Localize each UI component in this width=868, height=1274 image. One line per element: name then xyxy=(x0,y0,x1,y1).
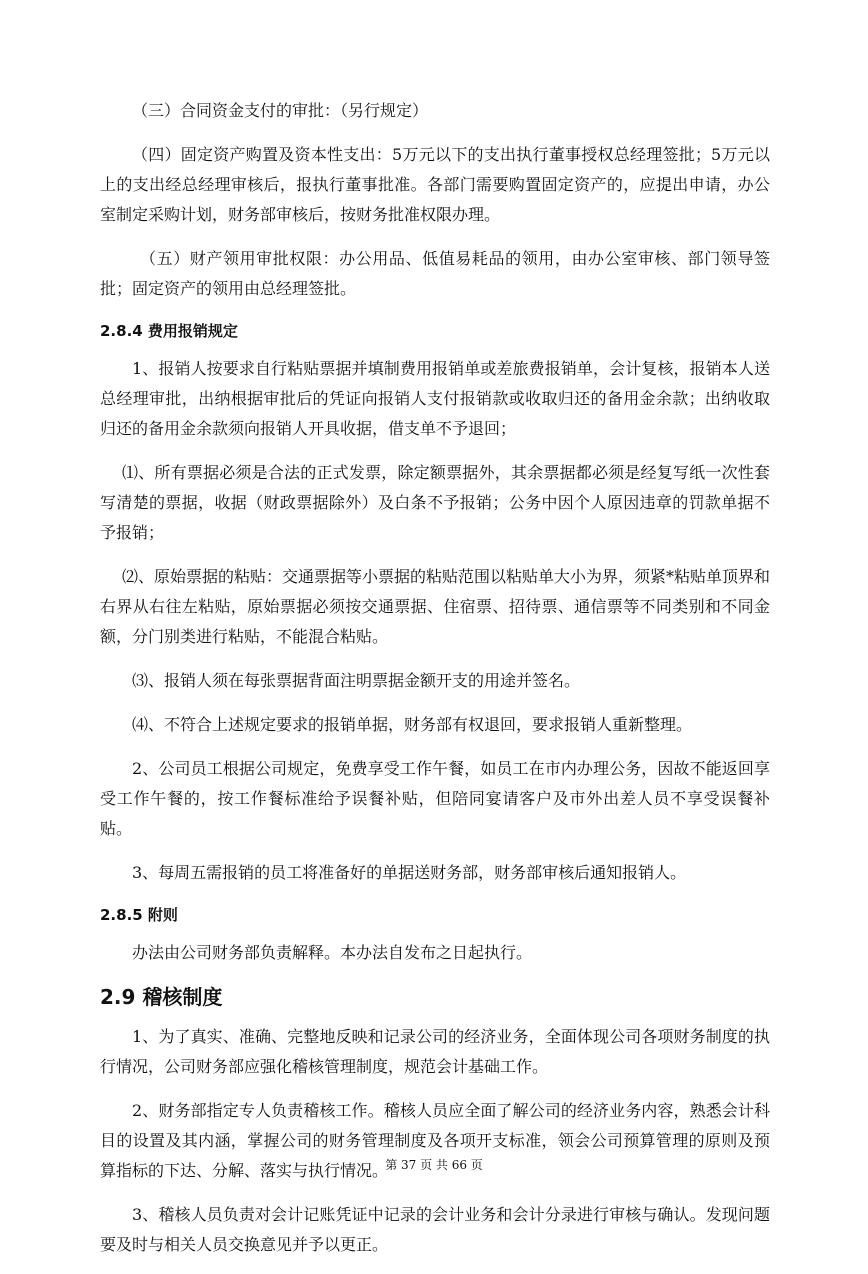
paragraph-reimburse-2: 2、公司员工根据公司规定，免费享受工作午餐，如员工在市内办理公务，因故不能返回享受工作午餐的，按工作餐标准给予误餐补贴，但陪同宴请客户及市外出差人员不享受误餐补贴。 xyxy=(100,759,770,838)
paragraph-reimburse-1-3: ⑶、报销人须在每张票据背面注明票据金额开支的用途并签名。 xyxy=(132,671,581,690)
paragraph-appendix: 办法由公司财务部负责解释。本办法自发布之日起执行。 xyxy=(132,943,533,962)
page-footer: 第 37 页 共 66 页 xyxy=(385,1158,483,1172)
paragraph-reimburse-3: 3、每周五需报销的员工将准备好的单据送财务部，财务部审核后通知报销人。 xyxy=(132,863,687,882)
paragraph-reimburse-1: 1、报销人按要求自行粘贴票据并填制费用报销单或差旅费报销单，会计复核，报销本人送总经理审批，出纳根据审批后的凭证向报销人支付报销款或收取归还的备用金余款；出纳收取归还的备用金余款须向报销人开具收据，借支单不予退回； xyxy=(100,359,770,438)
heading-2-9: 2.9 稽核制度 xyxy=(100,985,223,1009)
document-page xyxy=(100,96,770,1274)
paragraph-audit-3: 3、稽核人员负责对会计记账凭证中记录的会计业务和会计分录进行审核与确认。发现问题要及时与相关人员交换意见并予以更正。 xyxy=(100,1205,770,1254)
paragraph-fixed-assets: （四）固定资产购置及资本性支出：5万元以下的支出执行董事授权总经理签批；5万元以上的支出经总经理审核后，报执行董事批准。各部门需要购置固定资产的，应提出申请，办公室制定采购计划，财务部审核后，按财务批准权限办理。 xyxy=(100,145,770,224)
paragraph-property-use: （五）财产领用审批权限：办公用品、低值易耗品的领用，由办公室审核、部门领导签批；固定资产的领用由总经理签批。 xyxy=(100,249,770,298)
heading-2-8-5: 2.8.5 附则 xyxy=(100,906,178,924)
paragraph-reimburse-1-1: ⑴、所有票据必须是合法的正式发票，除定额票据外，其余票据都必须是经复写纸一次性套写清楚的票据，收据（财政票据除外）及白条不予报销；公务中因个人原因违章的罚款单据不予报销； xyxy=(100,463,770,542)
paragraph-audit-1: 1、为了真实、准确、完整地反映和记录公司的经济业务，全面体现公司各项财务制度的执行情况，公司财务部应强化稽核管理制度，规范会计基础工作。 xyxy=(100,1027,770,1076)
paragraph-contract-payment: （三）合同资金支付的审批：（另行规定） xyxy=(132,101,429,120)
paragraph-reimburse-1-2: ⑵、原始票据的粘贴：交通票据等小票据的粘贴范围以粘贴单大小为界，须紧*粘贴单顶界和右界从右往左粘贴，原始票据必须按交通票据、住宿票、招待票、通信票等不同类别和不同金额，分门别类进行粘贴，不能混合粘贴。 xyxy=(100,567,771,646)
paragraph-reimburse-1-4: ⑷、不符合上述规定要求的报销单据，财务部有权退回，要求报销人重新整理。 xyxy=(132,715,693,734)
heading-2-8-4: 2.8.4 费用报销规定 xyxy=(100,322,238,340)
paragraph-audit-2: 2、财务部指定专人负责稽核工作。稽核人员应全面了解公司的经济业务内容，熟悉会计科目的设置及其内涵，掌握公司的财务管理制度及各项开支标准，领会公司预算管理的原则及预算指标的下达、分解、落实与执行情况。 xyxy=(100,1101,770,1180)
